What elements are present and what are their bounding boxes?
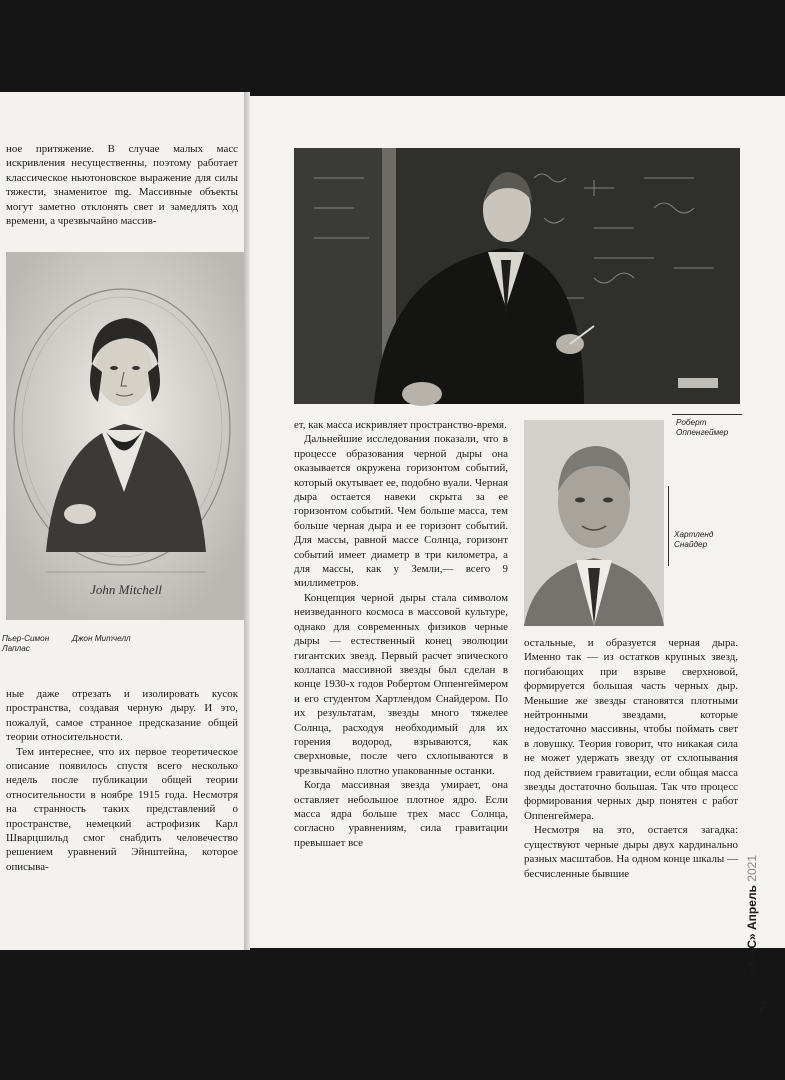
paragraph: остальные, и образуется черная дыра. Именно так — из остатков крупных звезд, погибающих при взрыве сверхновой, формируется большая часть черных дыр. Меньшие же звезды становятся плотными нейтронными звездами, которые недостаточно массивны, чтобы поймать свет в ловушку. Теория говорит, что никакая сила не может удержать звезду от схлопывания под действием гравитации, если общая масса звезды достаточно большая. Так что процесс формирования черных дыр понятен с работ Оппенгеймера. [524,637,738,822]
folio-magazine: «3—С» Апрель [745,885,759,974]
signature: John Mitchell [90,582,162,597]
paragraph: Когда массивная звезда умирает, она оставляет небольшое плотное ядро. Если масса ядра больше трех масс Солнца, согласно уравнениям, сила гравитации превышает все [294,779,508,849]
paragraph: Несмотря на это, остается загадка: существуют черные дыры двух кардинально разных масштабов. На одном конце шкалы — бесчисленные бывшие [524,824,738,880]
caption-snyder: Хартленд Снайдер [674,530,714,549]
paragraph: ные даже отрезать и изолировать кусок пространства, создавая черную дыру. И это, пожалуй, самое странное предсказание общей теории относительности. [6,688,238,744]
right-column-1 [294,418,508,850]
caption-michell: Джон Митчелл [72,634,131,643]
paragraph: ное притяжение. В случае малых масс искривления несущественны, поэтому работает классическое ньютоновское выражение для силы тяжести, знаменитое mg. Массивные объекты могут заметно отклонять свет и замедлять ход времени, а чрезвычайно массив- [6,143,238,228]
folio [745,854,767,974]
left-bottom-text [6,687,238,874]
caption-oppenheimer: Роберт Оппенгеймер [676,418,729,437]
paragraph: Тем интереснее, что их первое теоретическое описание появилось спустя всего несколько недель после публикации общей теории относительности в ноябре 1915 года. Несмотря на странность таких представлений о пространстве, немецкий астрофизик Карл Шварцшильд смог снабдить человечество решением уравнений Эйнштейна, которое описыва- [6,745,238,873]
page-number: 7 [757,998,767,1017]
left-top-text [6,142,238,228]
caption-rule [672,414,742,415]
laplace-portrait [6,252,244,620]
snyder-photo [524,420,664,626]
oppenheimer-photo [294,148,740,404]
caption-rule [668,486,669,566]
right-column-2 [524,636,738,881]
folio-year: 2021 [745,855,759,882]
paragraph: Дальнейшие исследования показали, что в процессе образования черной дыры она оказывается окружена горизонтом событий, который окутывает ее, подобно вуали. Черная дыра остается навеки скрыта за ее горизонтом событий. Чем больше масса, тем больше черная дыра и ее горизонт событий. Для массы, равной массе Солнца, горизонт событий имеет диаметр в три километра, а для массы, как у Земли,— всего 9 миллиметров. [294,433,508,590]
left-page [0,92,244,950]
caption-laplace: Пьер-Симон Лаплас [2,634,50,653]
paragraph: ет, как масса искривляет пространство-время. [294,419,507,431]
right-page [250,96,785,1017]
paragraph: Концепция черной дыры стала символом неизведанного космоса в массовой культуре, однако для современных физиков черные дыры — естественный конец эволюции гигантских звезд. Первый расчет эпического коллапса массивной звезды был сделан в конце 1930-х годов Робертом Оппенгеймером и его студентом Хартлендом Снайдером. По их результатам, звезды много тяжелее Солнца, расходуя необходимый для их горения водород, взрываются, как сверхновые, после чего схлопываются в чрезвычайно плотно упакованные останки. [294,591,508,777]
